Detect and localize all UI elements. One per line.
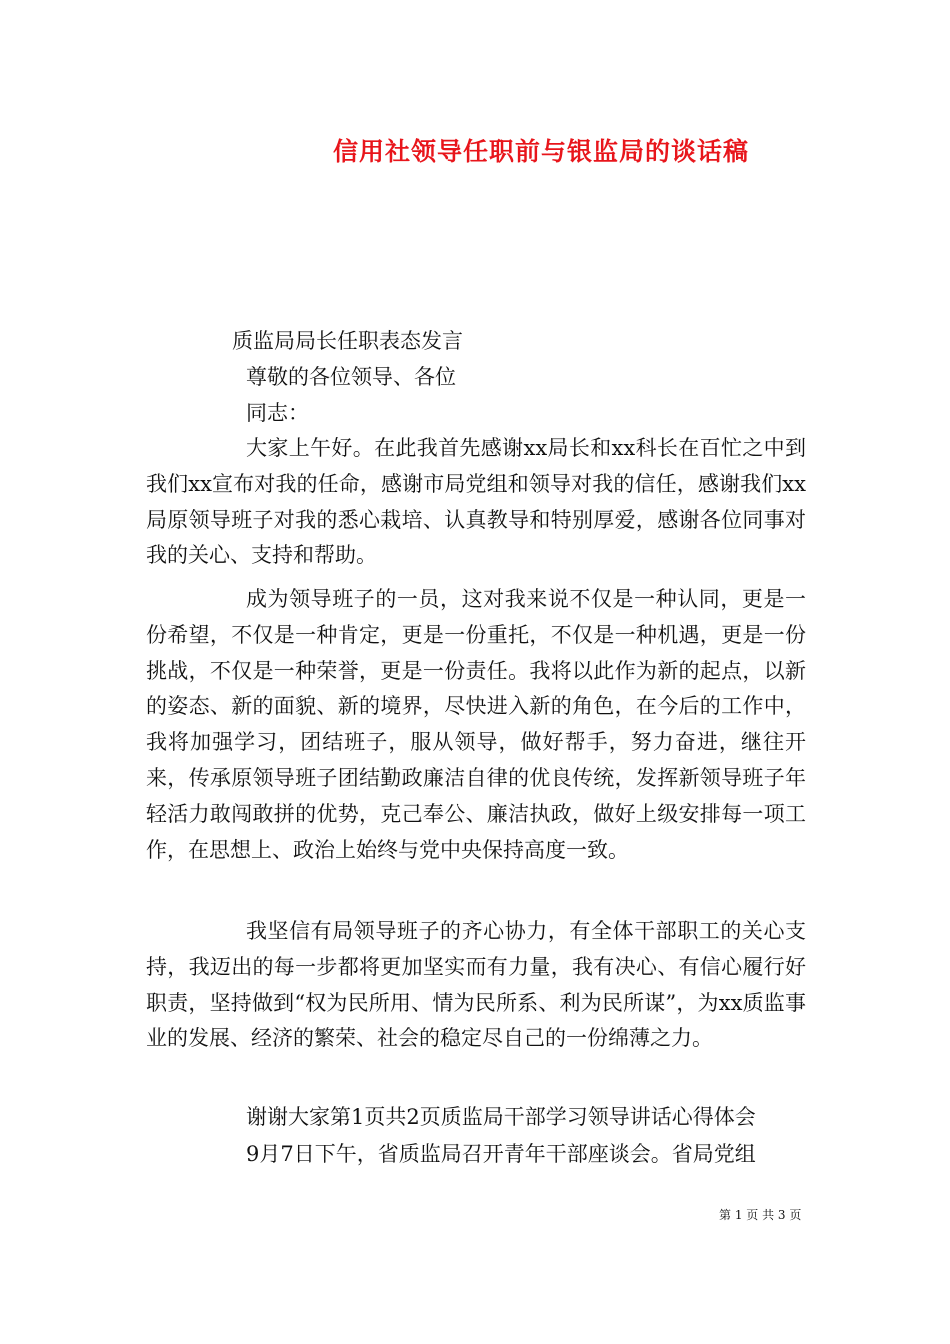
page-number-footer: 第 1 页 共 3 页: [719, 1208, 802, 1222]
document-title: 信用社领导任职前与银监局的谈话稿: [332, 137, 749, 166]
salutation-line-1: 尊敬的各位领导、各位: [246, 365, 456, 389]
next-article-line: 9月7日下午，省质监局召开青年干部座谈会。省局党组: [246, 1142, 756, 1166]
paragraph-3: 我坚信有局领导班子的齐心协力，有全体干部职工的关心支持，我迈出的每一步都将更加坚实而有力量，我有决心、有信心履行好职责，坚持做到“权为民所用、情为民所系、利为民所谋”，为xx质监事业的发展、经济的繁荣、社会的稳定尽自己的一份绵薄之力。: [146, 919, 806, 1051]
speech-subtitle: 质监局局长任职表态发言: [232, 329, 463, 353]
paragraph-1: 大家上午好。在此我首先感谢xx局长和xx科长在百忙之中到我们xx宣布对我的任命，感谢市局党组和领导对我的信任，感谢我们xx局原领导班子对我的悉心栽培、认真教导和特别厚爱，感谢各位同事对我的关心、支持和帮助。: [146, 436, 806, 568]
paragraph-2: 成为领导班子的一员，这对我来说不仅是一种认同，更是一份希望，不仅是一种肯定，更是一份重托，不仅是一种机遇，更是一份挑战，不仅是一种荣誉，更是一份责任。我将以此作为新的起点，以新的姿态、新的面貌、新的境界，尽快进入新的角色，在今后的工作中，我将加强学习，团结班子，服从领导，做好帮手，努力奋进，继往开来，传承原领导班子团结勤政廉洁自律的优良传统，发挥新领导班子年轻活力敢闯敢拼的优势，克己奉公、廉洁执政，做好上级安排每一项工作，在思想上、政治上始终与党中央保持高度一致。: [146, 587, 806, 862]
closing-line: 谢谢大家第1页共2页质监局干部学习领导讲话心得体会: [246, 1105, 756, 1129]
salutation-line-2: 同志：: [246, 401, 309, 425]
